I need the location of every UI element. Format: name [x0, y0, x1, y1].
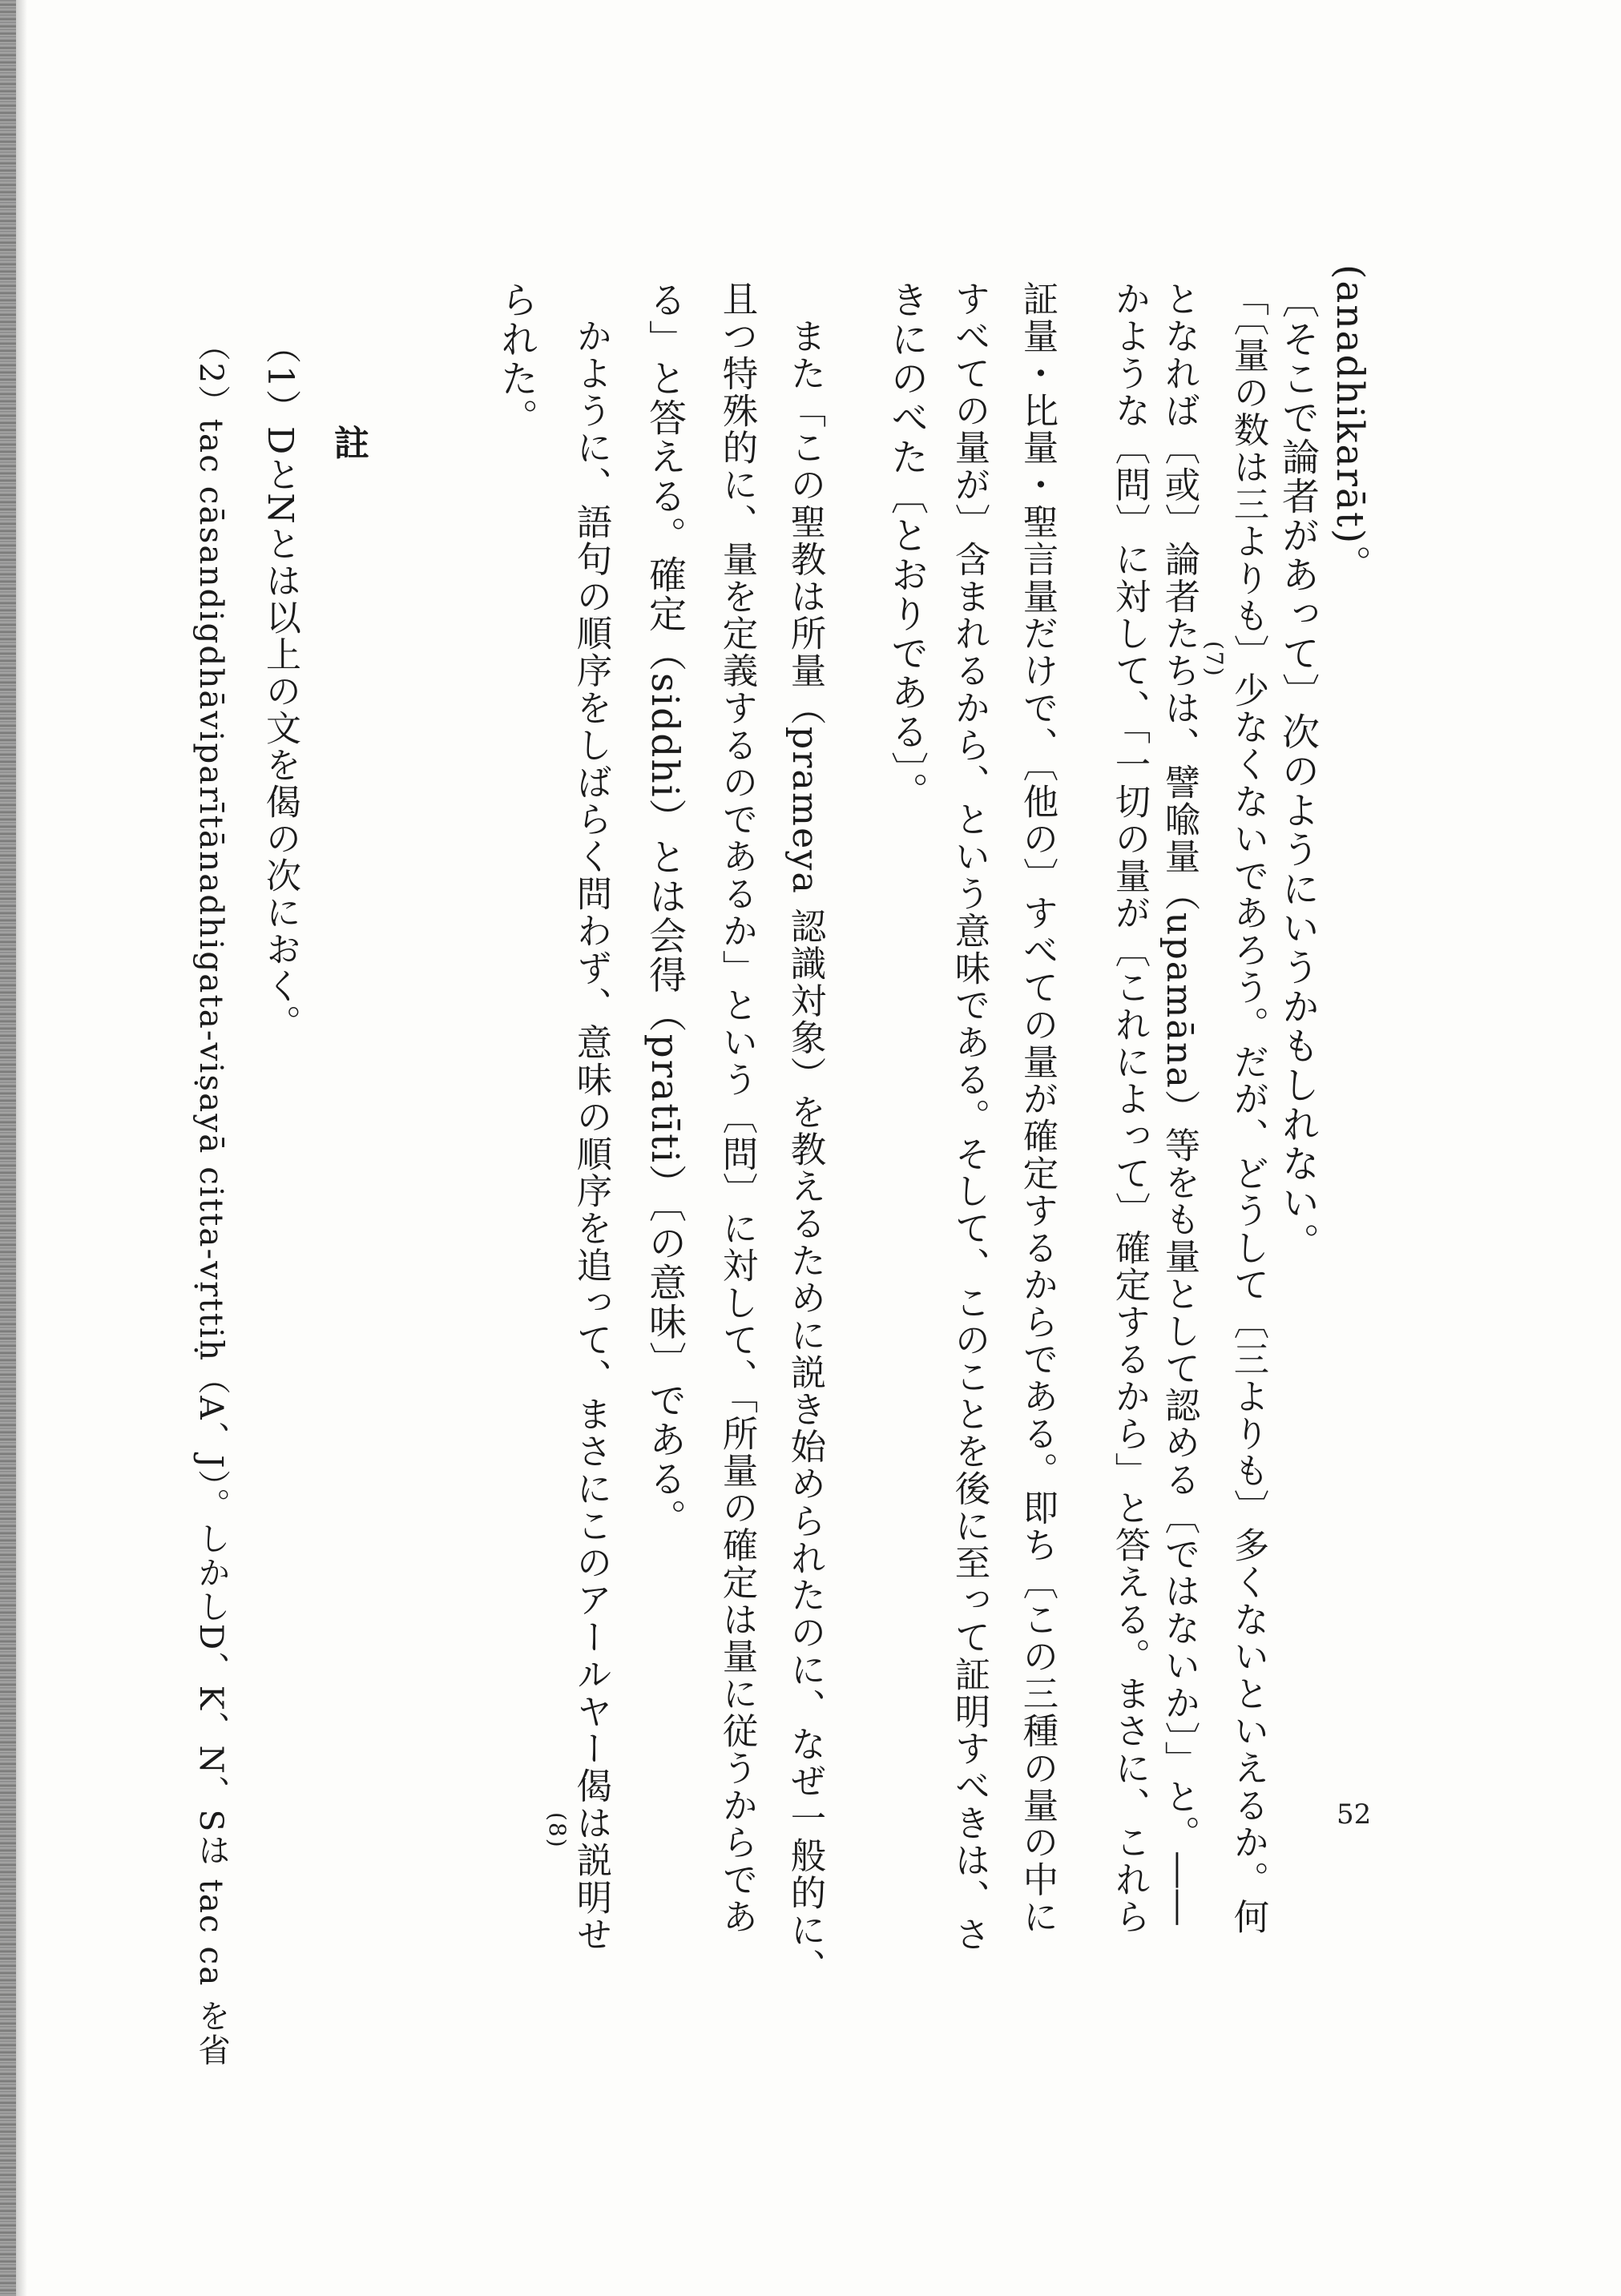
- body-line-2: 〔そこで論者があって〕次のようにいうかもしれない。: [1276, 280, 1320, 1262]
- body-line-4: となれば〔或〕論者たちは、譬喩量（upamāna）等をも量として認める〔ではないか〕」と。――: [1159, 280, 1200, 1927]
- body-line-5: かような〔問〕に対して、「一切の量が〔これによって〕確定するから」と答える。まさに、これら: [1109, 280, 1150, 1935]
- body-line-6: 証量・比量・聖言量だけで、〔他の〕すべての量が確定するからである。即ち〔この三種の量の中に: [1017, 280, 1058, 1935]
- body-line-10: 且つ特殊的に、量を定義するのであるか」という〔問〕に対して、「所量の確定は量に従うからであ: [716, 280, 757, 1935]
- body-line-12: かように、語句の順序をしばらく問わず、意味の順序を追って、まさにこのアールヤー偈は説明せ: [571, 280, 611, 1953]
- note-1: （1）DとNとは以上の文を偈の次におく。: [260, 328, 300, 1041]
- body-line-11: る」と答える。確定（siddhi）とは会得（pratīti）〔の意味〕である。: [643, 280, 687, 1538]
- body-line-13: られた。: [494, 280, 538, 437]
- body-line-1: (anadhikarāt)。: [1328, 264, 1372, 585]
- body-line-8: きにのべた〔とおりである〕。: [885, 280, 929, 812]
- note-marker-7: (7): [1201, 641, 1228, 678]
- page-number: 52: [1337, 1799, 1372, 1831]
- body-line-7: すべての量が〕含まれるから、という意味である。そして、このことを後に至って証明すべきは、さ: [949, 280, 990, 1953]
- note-2: （2）tac cāsandigdhāviparītānadhigata-viṣayā citta-vṛttiḥ（A、J）。しかしD、K、N、Sは tac ca を省: [192, 328, 231, 2068]
- body-line-9: また「この聖教は所量（prameya 認識対象）を教えるために説き始められたのに、なぜ一般的に、: [784, 280, 825, 1986]
- body-line-3: 「〔量の数は三よりも〕少なくないであろう。だが、どうして〔三よりも〕多くないといえるか。何: [1228, 280, 1268, 1935]
- notes-heading: 註: [328, 425, 369, 461]
- note-marker-8: (8): [544, 1812, 571, 1849]
